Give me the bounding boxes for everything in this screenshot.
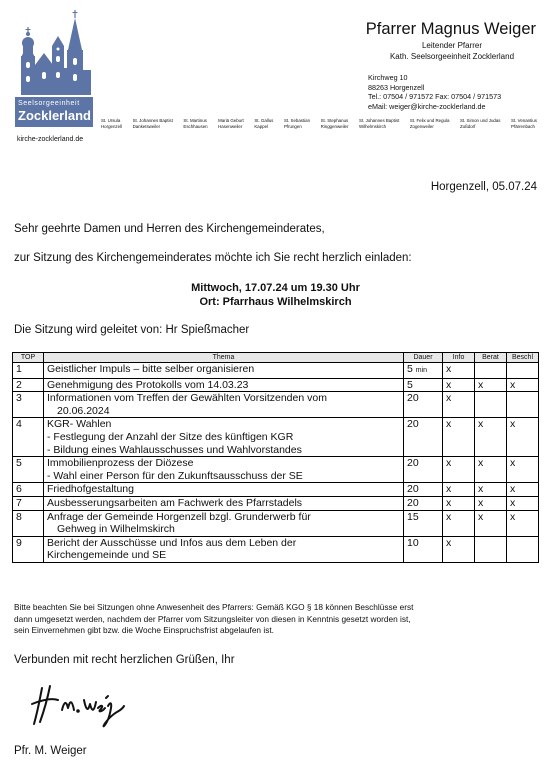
notice-line: Bitte beachten Sie bei Sitzungen ohne Anwesenheit des Pfarrers: Gemäß KGO § 18 können Beschlüsse erst: [14, 602, 414, 612]
agenda-top: 3: [13, 392, 44, 418]
parish-item: St. Johannes Baptist Danketsweiler: [132, 118, 173, 129]
agenda-info: x: [443, 457, 475, 483]
letter-date: Horgenzell, 05.07.24: [430, 181, 537, 193]
agenda-decision: x: [507, 510, 539, 536]
agenda-info: x: [443, 392, 475, 418]
address-line: Kirchweg 10: [368, 73, 408, 82]
parish-item: St. Simon und Judas Zußdorf: [459, 118, 501, 129]
agenda-advice: x: [475, 483, 507, 497]
agenda-topic: Ausbesserungsarbeiten am Fachwerk des Pfarrstadels: [44, 496, 404, 510]
parish-item: St. Sebastian Pfrungen: [283, 118, 311, 129]
col-top: TOP: [13, 353, 44, 363]
agenda-advice: x: [475, 378, 507, 392]
agenda-info: x: [443, 496, 475, 510]
agenda-top: 9: [13, 536, 44, 562]
pastor-name: Pfarrer Magnus Weiger: [365, 20, 536, 38]
agenda-topic: Anfrage der Gemeinde Horgenzell bzgl. Grunderwerb für Gehweg in Wilhelmskirch: [44, 510, 404, 536]
agenda-decision: [507, 392, 539, 418]
agenda-advice: [475, 392, 507, 418]
col-topic: Thema: [44, 353, 404, 363]
meeting-place: Ort: Pfarrhaus Wilhelmskirch: [199, 296, 352, 308]
table-row: [13, 378, 539, 392]
agenda-top: 8: [13, 510, 44, 536]
agenda-duration: 5 min: [404, 363, 443, 379]
parish-item: St. Ursula Horgenzell: [101, 118, 122, 129]
table-row: [13, 536, 539, 562]
signer-name: Pfr. M. Weiger: [14, 745, 87, 757]
agenda-topic: KGR- Wahlen - Festlegung der Anzahl der Sitze des künftigen KGR - Bildung eines Wahlausschusses und Wahlvorstandes: [44, 418, 404, 457]
closing-line: Verbunden mit recht herzlichen Grüßen, Ihr: [14, 654, 235, 666]
agenda-decision: [507, 536, 539, 562]
agenda-table: [12, 352, 539, 563]
church-silhouette-icon: [15, 10, 93, 95]
agenda-info: x: [443, 510, 475, 536]
salutation: Sehr geehrte Damen und Herren des Kirchengemeinderates,: [14, 223, 325, 235]
parish-list: [101, 118, 537, 129]
agenda-advice: x: [475, 418, 507, 457]
meeting-time: Mittwoch, 17.07.24 um 19.30 Uhr: [191, 282, 360, 294]
agenda-top: 6: [13, 483, 44, 497]
pastor-role: Leitender Pfarrer: [421, 41, 483, 50]
notice-line: sein Einvernehmen gibt bzw. die Woche Einspruchsfrist abgelaufen ist.: [14, 625, 274, 636]
table-row: [13, 483, 539, 497]
col-duration: Dauer: [404, 353, 443, 363]
agenda-header-row: [13, 353, 539, 363]
parish-item: St. Venantius Pfärrenbach: [511, 118, 537, 129]
parish-logo: [15, 10, 93, 127]
agenda-top: 1: [13, 363, 44, 379]
agenda-topic: Bericht der Ausschüsse und Infos aus dem Leben der Kirchengemeinde und SE: [44, 536, 404, 562]
agenda-info: x: [443, 483, 475, 497]
agenda-topic: Genehmigung des Protokolls vom 14.03.23: [44, 378, 404, 392]
address-block: [368, 73, 501, 111]
table-row: [13, 418, 539, 457]
agenda-info: x: [443, 418, 475, 457]
agenda-duration: 20: [404, 392, 443, 418]
meeting-chair: Die Sitzung wird geleitet von: Hr Spießmacher: [14, 324, 250, 336]
agenda-top: 7: [13, 496, 44, 510]
agenda-topic: Informationen vom Treffen der Gewählten Vorsitzenden vom 20.06.2024: [44, 392, 404, 418]
agenda-duration: 20: [404, 496, 443, 510]
agenda-duration: 15: [404, 510, 443, 536]
table-row: [13, 363, 539, 379]
table-row: [13, 510, 539, 536]
parish-item: St. Martinus Eschhausen: [183, 118, 208, 129]
agenda-info: x: [443, 536, 475, 562]
signature-mark: [28, 680, 138, 730]
table-row: [13, 392, 539, 418]
agenda-duration: 20: [404, 457, 443, 483]
col-decision: Beschl: [507, 353, 539, 363]
agenda-topic: Immobilienprozess der Diözese - Wahl einer Person für den Zukunftsausschuss der SE: [44, 457, 404, 483]
agenda-top: 2: [13, 378, 44, 392]
parish-item: St. Johannes Baptist Wilhelmskirch: [359, 118, 400, 129]
agenda-decision: x: [507, 418, 539, 457]
logo-banner: [15, 97, 93, 127]
parish-item: St. Felix und Regula Zogenweiler: [409, 118, 450, 129]
logo-line1: Seelsorgeeinheit: [18, 100, 80, 107]
agenda-topic: Friedhofgestaltung: [44, 483, 404, 497]
agenda-info: x: [443, 378, 475, 392]
address-line: 88263 Horgenzell: [368, 82, 425, 92]
agenda-duration: 10: [404, 536, 443, 562]
parish-item: St. Gallus Kappel: [254, 118, 274, 129]
agenda-decision: [507, 363, 539, 379]
invitation-text: zur Sitzung des Kirchengemeinderates möchte ich Sie recht herzlich einladen:: [14, 252, 412, 264]
col-info: Info: [443, 353, 475, 363]
table-row: [13, 496, 539, 510]
col-advice: Berat: [475, 353, 507, 363]
handwritten-signature: [28, 680, 138, 735]
parish-item: Mariä Geburt Hasenweiler: [218, 118, 244, 129]
agenda-duration: 20: [404, 483, 443, 497]
agenda-duration: 20: [404, 418, 443, 457]
agenda-decision: x: [507, 457, 539, 483]
agenda-duration: 5: [404, 378, 443, 392]
agenda-top: 4: [13, 418, 44, 457]
address-line: Tel.: 07504 / 971572 Fax: 07504 / 971573: [368, 92, 502, 102]
unit-name: Kath. Seelsorgeeinheit Zocklerland: [389, 52, 515, 61]
email-line[interactable]: eMail: weiger@kirche-zocklerland.de: [368, 101, 486, 111]
agenda-advice: x: [475, 496, 507, 510]
agenda-decision: x: [507, 483, 539, 497]
website-link[interactable]: kirche-zocklerland.de: [17, 136, 84, 143]
agenda-advice: x: [475, 510, 507, 536]
agenda-decision: x: [507, 378, 539, 392]
agenda-advice: [475, 536, 507, 562]
agenda-info: x: [443, 363, 475, 379]
notice-line: dann umgesetzt werden, nachdem der Pfarrer vom Sitzungsleiter von diesen in Kenntnis gesetzt worden ist,: [14, 613, 411, 624]
table-row: [13, 457, 539, 483]
kgo-notice: [14, 602, 539, 637]
pastor-role-block: [368, 40, 536, 62]
agenda-advice: x: [475, 457, 507, 483]
parish-item: St. Stephanus Ringgenweiler: [320, 118, 349, 129]
agenda-advice: [475, 363, 507, 379]
logo-line2: Zocklerland: [18, 108, 91, 123]
agenda-topic: Geistlicher Impuls – bitte selber organisieren: [44, 363, 404, 379]
agenda-decision: x: [507, 496, 539, 510]
agenda-top: 5: [13, 457, 44, 483]
